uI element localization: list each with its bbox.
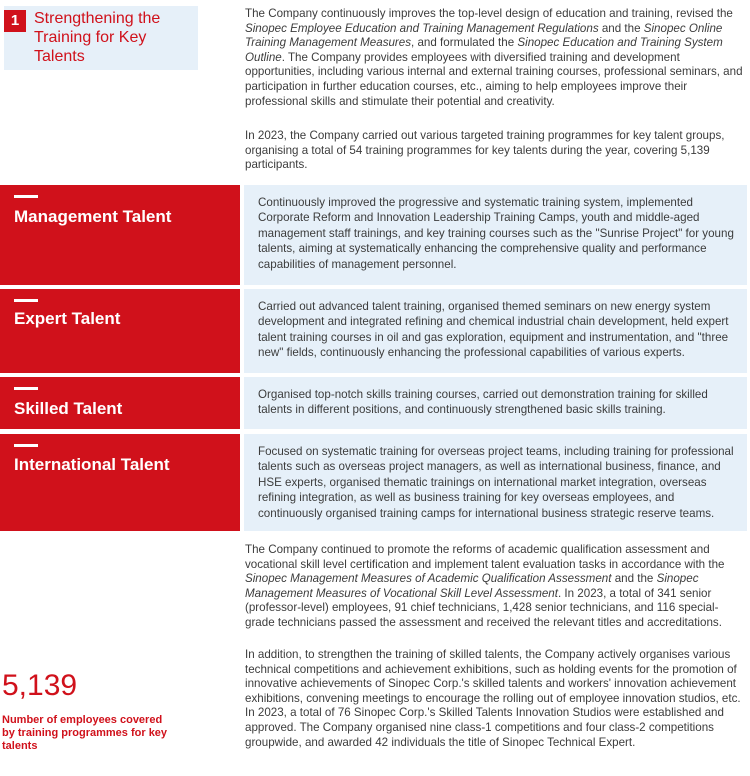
talent-label-text: Expert Talent [14,309,121,328]
talent-label-expert [0,289,240,373]
section-header [4,6,198,70]
talent-label-international [0,434,240,531]
assessment-paragraph-2: In addition, to strengthen the training of skilled talents, the Company actively organises various technical competitions and achievement exhibitions, such as holding events for the promotion of innovative achievements of Sinopec Corp.'s skilled talents and workers' innovation achievement exhibitions, convening meetings to encourage the rolling out of employee innovation studios, etc. In 2023, a total of 76 Sinopec Corp.'s Skilled Talents Innovation Studios were established and approved. The Company organised nine class-1 competitions and four class-2 competitions groupwide, and awarded 42 individuals the title of Sinopec Technical Expert. [245,648,741,749]
label-bar [14,387,38,390]
talent-desc-management: Continuously improved the progressive and systematic training system, implemented Corporate Reform and Innovation Leadership Training Camps, youth and middle-aged management staff trainings, and key training courses such as the "Sunrise Project" for young talents, aiming at systematically enhancing the comprehensive quality and performance capabilities of management personnel. [244,185,747,285]
talent-desc-skilled: Organised top-notch skills training courses, carried out demonstration training for skilled talents in different positions, and continuously strengthened basic skills training. [244,377,747,429]
talent-desc-international: Focused on systematic training for overseas project teams, including training for professional talents such as overseas project managers, as well as international business, finance, and HSE experts, organised thematic trainings on international market integration, overseas refining integration, as well as business training for key overseas employees, and continuously organised training camps for international business strategic reserve teams. [244,434,747,531]
stat-value: 5,139 [2,669,78,702]
talent-label-text: International Talent [14,455,170,474]
assessment-paragraph-1: The Company continued to promote the reforms of academic qualification assessment and vocational skill level certification and implement talent evaluation tasks in accordance with the Sinopec Management Measures of Academic Qualification Assessment and the Sinopec Management Measures of Vocational Skill Level Assessment. In 2023, a total of 341 senior (professor-level) employees, 91 chief technicians, 1,428 senior technicians, and 116 special-grade technicians passed the assessment and received the relevant titles and accreditations. [245,543,725,629]
talent-desc-expert: Carried out advanced talent training, organised themed seminars on new energy system development and integrated refining and chemical industrial chain development, held expert talent training courses in oil and gas exploration, equipment and instrumentation, and "three new" fields, continuously enhancing the professional capabilities of various experts. [244,289,747,373]
section-title: Strengthening the Training for Key Talents [34,10,161,65]
section-number: 1 [4,10,26,32]
intro-paragraph-2: In 2023, the Company carried out various targeted training programmes for key talent groups, organising a total of 54 training programmes for key talents during the year, covering 5,139 participants. [245,129,725,172]
label-bar [14,195,38,198]
label-bar [14,444,38,447]
talent-label-skilled [0,377,240,429]
talent-label-text: Skilled Talent [14,399,123,418]
intro-paragraph-1: The Company continuously improves the top-level design of education and training, revised the Sinopec Employee Education and Training Management Regulations and the Sinopec Online Training Management Measures, and formulated the Sinopec Education and Training System Outline. The Company provides employees with diversified training and development opportunities, including various internal and external training courses, professional seminars, and participation in further education courses, etc., aiming to help employees improve their professional skills and stimulate their potential and creativity. [245,7,743,108]
talent-label-text: Management Talent [14,207,172,226]
label-bar [14,299,38,302]
talent-label-management [0,185,240,285]
stat-caption: Number of employees covered by training programmes for key talents [2,714,168,752]
